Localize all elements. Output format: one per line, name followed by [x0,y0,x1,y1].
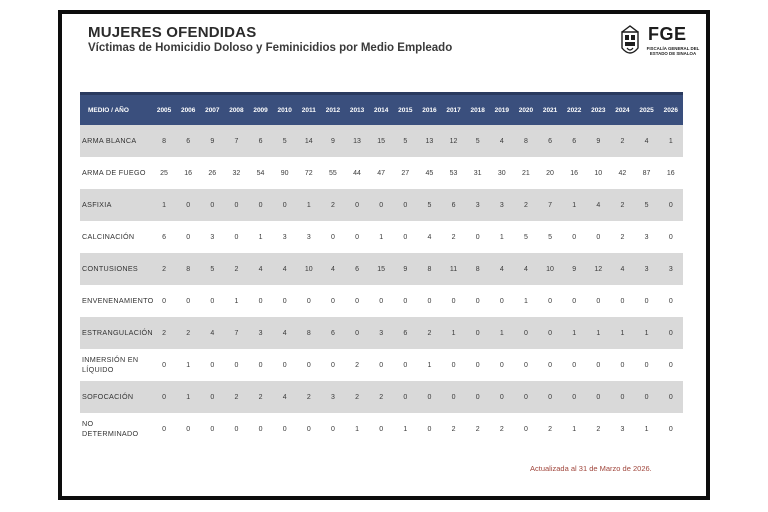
table-row [80,413,683,445]
victims-by-method-table [80,92,683,445]
table-cell: 1 [562,189,586,221]
table-cell: 14 [297,125,321,157]
table-cell: 4 [321,253,345,285]
table-cell: 0 [330,297,335,305]
table-cell: 13 [345,125,369,157]
table-cell: 0 [523,361,528,369]
table-cell: 0 [548,297,553,305]
table-cell: 0 [234,233,239,241]
table-cell: 0 [234,361,239,369]
table-cell: 16 [184,169,193,177]
table-cell: 0 [490,381,514,413]
table-cell: 21 [522,169,530,177]
table-cell: 0 [345,317,369,349]
table-cell: 9 [586,125,610,157]
table-cell: 9 [321,125,345,157]
table-cell: 0 [379,361,384,369]
table-cell: 0 [306,361,311,369]
updated-date-note: Actualizada al 31 de Marzo de 2026. [530,464,652,473]
table-cell: 2 [451,233,456,241]
table-cell: 6 [562,125,586,157]
table-cell: 9 [393,253,417,285]
table-cell: 1 [610,317,634,349]
table-cell: 0 [499,361,504,369]
table-cell: 6 [538,125,562,157]
table-cell: 1 [427,361,432,369]
table-cell: 1 [186,361,191,369]
column-header-year: 2013 [345,94,369,126]
table-cell: 3 [249,317,273,349]
table-cell: 5 [548,233,553,241]
table-cell: 8 [466,253,490,285]
table-cell: 0 [306,425,311,433]
table-cell: 3 [644,233,649,241]
table-cell: 0 [162,361,167,369]
row-label: SOFOCACIÓN [80,381,152,413]
table-cell: 2 [152,317,176,349]
table-cell: 5 [200,253,224,285]
table-cell: 2 [152,253,176,285]
table-cell: 8 [417,253,441,285]
table-cell: 2 [620,233,625,241]
table-cell: 0 [186,233,191,241]
table-cell: 5 [466,125,490,157]
table-cell: 0 [548,361,553,369]
table-cell: 87 [642,169,651,177]
table-cell: 0 [403,361,408,369]
table-cell: 0 [427,297,432,305]
table-cell: 16 [666,169,675,177]
table-cell: 25 [160,169,168,177]
table-body [80,125,683,445]
table-row [80,349,683,381]
table-cell: 0 [403,297,408,305]
table-cell: 4 [273,317,297,349]
table-cell: 0 [596,361,601,369]
table-cell: 0 [668,297,673,305]
table-cell: 2 [345,381,369,413]
table-cell: 6 [321,317,345,349]
table-cell: 0 [282,425,287,433]
table-cell: 2 [596,425,601,433]
table-cell: 0 [176,189,200,221]
table-cell: 4 [610,253,634,285]
table-cell: 0 [330,361,335,369]
column-header-year: 2012 [321,94,345,126]
table-cell: 10 [297,253,321,285]
table-cell: 0 [572,361,577,369]
table-cell: 6 [249,125,273,157]
table-cell: 0 [514,317,538,349]
table-cell: 1 [379,233,384,241]
column-header-year: 2022 [562,94,586,126]
table-cell: 3 [306,233,311,241]
table-cell: 0 [562,381,586,413]
table-cell: 2 [224,381,248,413]
column-header-year: 2018 [466,94,490,126]
column-header-year: 2011 [297,94,321,126]
table-row [80,157,683,189]
table-cell: 0 [393,381,417,413]
table-cell: 26 [208,169,217,177]
table-cell: 1 [562,317,586,349]
column-header-year: 2025 [635,94,659,126]
table-cell: 0 [427,425,432,433]
table-cell: 3 [369,317,393,349]
table-cell: 0 [162,425,167,433]
table-row [80,285,683,317]
column-header-year: 2024 [610,94,634,126]
table-cell: 0 [186,297,191,305]
table-cell: 42 [618,169,627,177]
table-cell: 12 [586,253,610,285]
table-row [80,381,683,413]
table-cell: 4 [586,189,610,221]
table-cell: 31 [473,169,482,177]
table-cell: 0 [610,381,634,413]
table-cell: 2 [224,253,248,285]
row-label: NO DETERMINADO [82,419,139,438]
table-cell: 0 [234,425,239,433]
table-cell: 4 [273,253,297,285]
column-header-year: 2016 [417,94,441,126]
table-row [80,221,683,253]
table-cell: 5 [393,125,417,157]
table-row [80,317,683,349]
table-cell: 1 [572,425,577,433]
row-label: CONTUSIONES [80,253,152,285]
table-cell: 0 [379,425,384,433]
table-cell: 2 [610,189,634,221]
table-cell: 4 [200,317,224,349]
table-cell: 0 [499,297,504,305]
table-cell: 0 [659,189,683,221]
table-cell: 0 [644,361,649,369]
row-label: CALCINACIÓN [82,232,135,241]
row-label: ASFIXIA [80,189,152,221]
table-cell: 8 [176,253,200,285]
row-label: ESTRANGULACIÓN [80,317,152,349]
table-cell: 0 [475,233,480,241]
table-cell: 0 [273,189,297,221]
column-header-year: 2020 [514,94,538,126]
table-cell: 0 [538,317,562,349]
table-cell: 0 [152,381,176,413]
table-cell: 5 [273,125,297,157]
table-cell: 0 [572,297,577,305]
table-cell: 0 [538,381,562,413]
column-header-year: 2005 [152,94,176,126]
table-cell: 0 [355,297,360,305]
table-cell: 0 [249,189,273,221]
table-cell: 4 [427,233,432,241]
table-cell: 8 [297,317,321,349]
table-cell: 0 [586,381,610,413]
column-header-year: 2006 [176,94,200,126]
table-cell: 5 [635,189,659,221]
table-cell: 30 [497,169,506,177]
table-cell: 5 [417,189,441,221]
table-cell: 9 [562,253,586,285]
table-cell: 55 [329,169,337,177]
row-label: INMERSIÓN EN LÍQUIDO [82,355,139,374]
table-cell: 1 [355,425,360,433]
page-title: MUJERES OFENDIDAS [88,24,257,41]
table-cell: 27 [401,169,410,177]
table-cell: 3 [282,233,287,241]
table-cell: 2 [176,317,200,349]
column-header-year: 2015 [393,94,417,126]
table-cell: 8 [152,125,176,157]
table-cell: 2 [548,425,553,433]
table-cell: 0 [644,297,649,305]
table-cell: 54 [256,169,265,177]
table-cell: 0 [417,381,441,413]
table-cell: 0 [466,381,490,413]
table-cell: 0 [369,189,393,221]
table-cell: 0 [659,317,683,349]
table-cell: 0 [355,233,360,241]
table-cell: 0 [620,297,625,305]
table-cell: 1 [297,189,321,221]
table-cell: 6 [393,317,417,349]
table-row [80,125,683,157]
table-cell: 6 [176,125,200,157]
table-cell: 1 [644,425,649,433]
table-cell: 0 [210,425,215,433]
table-cell: 0 [596,297,601,305]
table-cell: 1 [499,233,504,241]
column-header-year: 2008 [224,94,248,126]
row-label: ENVENENAMIENTO [82,296,154,305]
table-cell: 1 [635,317,659,349]
table-cell: 0 [572,233,577,241]
table-cell: 0 [514,381,538,413]
report-sheet [62,14,706,496]
table-cell: 0 [258,361,263,369]
table-cell: 0 [442,381,466,413]
table-cell: 0 [620,361,625,369]
column-header-year: 2019 [490,94,514,126]
column-header-year: 2010 [273,94,297,126]
table-cell: 9 [200,125,224,157]
table-cell: 0 [282,361,287,369]
table-cell: 45 [425,169,434,177]
table-cell: 2 [451,425,456,433]
page-subtitle: Víctimas de Homicidio Doloso y Feminicidios por Medio Empleado [88,42,453,54]
table-cell: 0 [210,361,215,369]
table-cell: 0 [523,425,528,433]
logo-brand: FGE [648,24,687,44]
table-cell: 2 [610,125,634,157]
table-cell: 90 [280,169,289,177]
table-cell: 0 [200,189,224,221]
column-header-year: 2007 [200,94,224,126]
table-cell: 7 [224,125,248,157]
table-cell: 2 [514,189,538,221]
table-row [80,189,683,221]
table-cell: 4 [490,125,514,157]
table-cell: 15 [369,253,393,285]
table-cell: 1 [659,125,683,157]
table-header-row [80,94,683,126]
table-cell: 0 [330,233,335,241]
table-cell: 0 [258,425,263,433]
table-cell: 1 [403,425,408,433]
table-cell: 0 [210,297,215,305]
table-cell: 1 [176,381,200,413]
row-label: ARMA DE FUEGO [82,168,146,177]
table-cell: 0 [635,381,659,413]
table-cell: 1 [586,317,610,349]
table-cell: 1 [523,297,528,305]
table-cell: 6 [345,253,369,285]
table-cell: 1 [234,297,239,305]
table-cell: 3 [620,425,625,433]
table-cell: 8 [514,125,538,157]
table-cell: 3 [210,233,215,241]
table-cell: 0 [466,317,490,349]
table-cell: 0 [306,297,311,305]
table-cell: 3 [635,253,659,285]
table-cell: 1 [442,317,466,349]
fge-logo [618,22,702,72]
table-cell: 0 [659,381,683,413]
column-header-year: 2021 [538,94,562,126]
table-cell: 44 [353,169,361,177]
table-cell: 0 [668,361,673,369]
table-cell: 0 [393,189,417,221]
row-label: ARMA BLANCA [80,125,152,157]
table-cell: 0 [403,233,408,241]
table-cell: 4 [490,253,514,285]
table-cell: 2 [249,381,273,413]
table-cell: 2 [475,425,480,433]
table-cell: 1 [152,189,176,221]
table-cell: 3 [659,253,683,285]
column-header-year: 2023 [586,94,610,126]
table-cell: 13 [417,125,441,157]
table-cell: 2 [369,381,393,413]
table-cell: 4 [249,253,273,285]
table-cell: 0 [475,361,480,369]
table-cell: 2 [417,317,441,349]
table-cell: 32 [232,169,241,177]
table-cell: 0 [162,297,167,305]
table-cell: 0 [668,233,673,241]
table-cell: 4 [514,253,538,285]
state-seal-icon [618,24,642,60]
table-cell: 3 [321,381,345,413]
table-cell: 12 [442,125,466,157]
table-cell: 10 [538,253,562,285]
table-cell: 72 [304,169,313,177]
table-cell: 0 [224,189,248,221]
table-cell: 10 [594,169,603,177]
table-cell: 0 [258,297,263,305]
table-cell: 0 [596,233,601,241]
table-cell: 0 [451,361,456,369]
table-cell: 0 [186,425,191,433]
table-cell: 0 [330,425,335,433]
table-cell: 7 [538,189,562,221]
table-cell: 0 [379,297,384,305]
data-table-container [80,92,683,445]
table-cell: 2 [297,381,321,413]
table-cell: 6 [442,189,466,221]
column-header-year: 2026 [659,94,683,126]
logo-org-name: FISCALÍA GENERAL DEL ESTADO DE SINALOA [646,46,700,57]
table-cell: 2 [355,361,360,369]
table-cell: 20 [546,169,554,177]
table-cell: 15 [369,125,393,157]
table-cell: 3 [490,189,514,221]
column-header-year: 2017 [442,94,466,126]
table-cell: 1 [258,233,263,241]
table-cell: 5 [523,233,528,241]
table-cell: 16 [570,169,579,177]
table-cell: 3 [466,189,490,221]
table-cell: 1 [490,317,514,349]
table-cell: 4 [635,125,659,157]
table-cell: 2 [499,425,504,433]
table-cell: 4 [273,381,297,413]
table-cell: 47 [377,169,386,177]
table-cell: 53 [449,169,458,177]
table-cell: 6 [162,233,167,241]
table-cell: 0 [451,297,456,305]
table-row [80,253,683,285]
column-header-year: 2009 [249,94,273,126]
table-cell: 0 [200,381,224,413]
column-header-year: 2014 [369,94,393,126]
table-cell: 0 [668,425,673,433]
table-cell: 7 [224,317,248,349]
table-cell: 0 [475,297,480,305]
table-cell: 0 [282,297,287,305]
column-header-method-year: MEDIO / AÑO [80,94,152,126]
table-cell: 2 [321,189,345,221]
table-cell: 11 [442,253,466,285]
table-cell: 0 [345,189,369,221]
